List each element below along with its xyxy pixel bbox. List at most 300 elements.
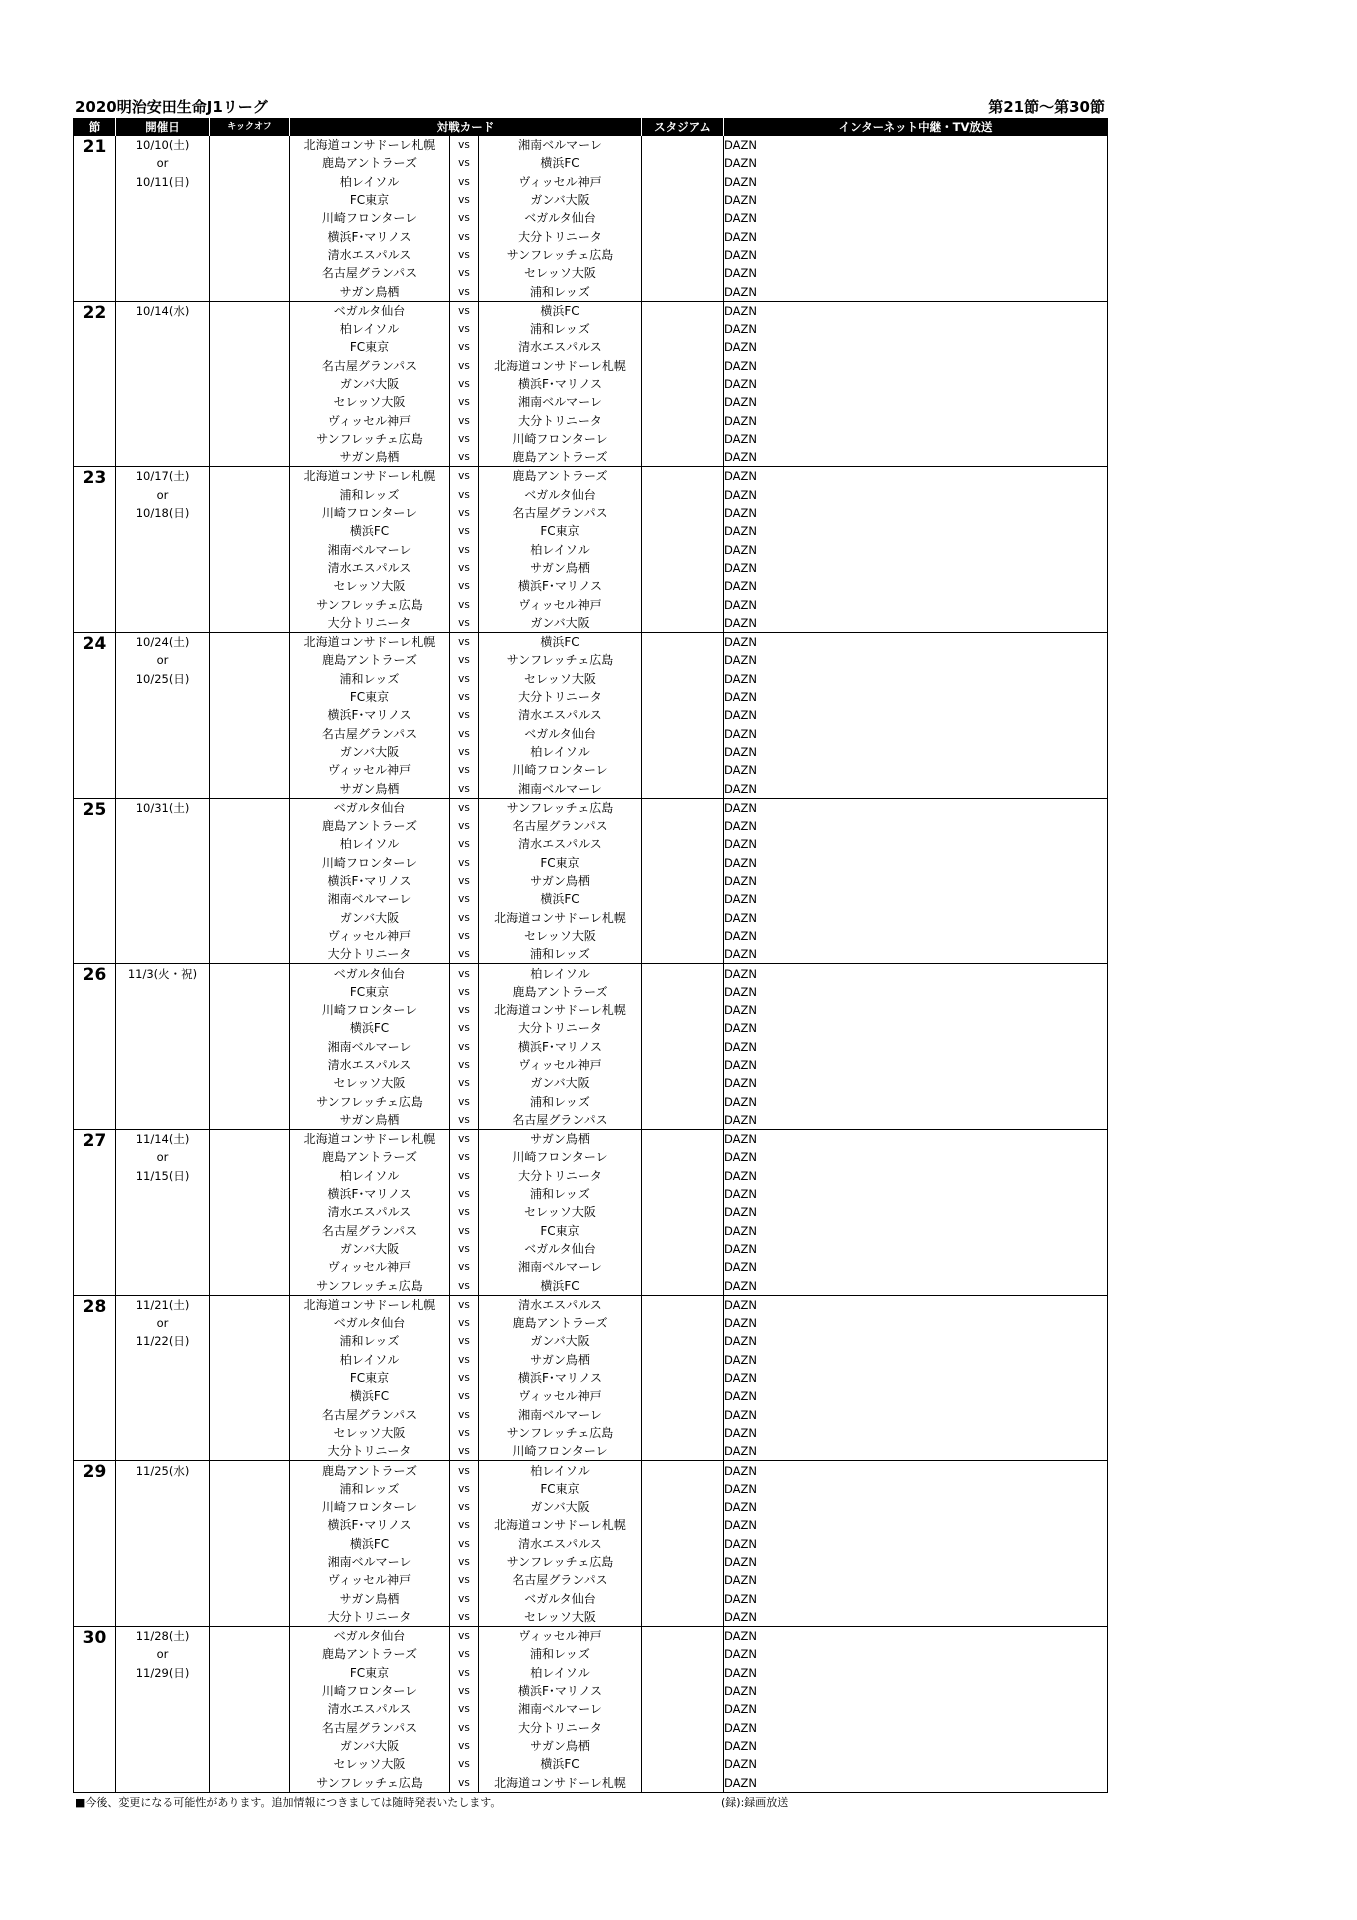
stadium	[642, 1130, 724, 1149]
stadium	[642, 246, 724, 264]
kickoff-time	[210, 1442, 290, 1461]
match-date	[116, 1498, 210, 1516]
page-title: 2020明治安田生命J1リーグ	[75, 98, 268, 116]
vs-label: vs	[450, 1258, 479, 1276]
stadium	[642, 191, 724, 209]
match-date: 11/15(日)	[116, 1167, 210, 1185]
broadcast: DAZN	[724, 156, 758, 171]
broadcast: DAZN	[724, 1461, 1108, 1480]
kickoff-time	[210, 725, 290, 743]
match-date	[116, 191, 210, 209]
broadcast: DAZN	[724, 1003, 758, 1018]
match-date	[116, 706, 210, 724]
home-team: FC東京	[290, 983, 450, 1001]
home-team: FC東京	[290, 688, 450, 706]
broadcast: DAZN	[724, 1647, 758, 1662]
kickoff-time	[210, 761, 290, 779]
match-date: 11/21(土)	[116, 1295, 210, 1314]
match-date	[116, 1056, 210, 1074]
vs-label: vs	[450, 1480, 479, 1498]
match-row	[74, 595, 1108, 613]
stadium	[642, 282, 724, 301]
stadium	[642, 338, 724, 356]
away-team: FC東京	[479, 522, 642, 540]
match-date	[116, 872, 210, 890]
match-date	[116, 1571, 210, 1589]
vs-label: vs	[450, 375, 479, 393]
match-date	[116, 1001, 210, 1019]
broadcast: DAZN	[724, 1720, 758, 1735]
home-team: ガンバ大阪	[290, 743, 450, 761]
home-team: 湘南ベルマーレ	[290, 541, 450, 559]
broadcast: DAZN	[724, 136, 1108, 155]
away-team: ガンバ大阪	[479, 1332, 642, 1350]
match-date	[116, 983, 210, 1001]
stadium	[642, 1314, 724, 1332]
broadcast: DAZN	[724, 928, 758, 943]
home-team: 名古屋グランパス	[290, 264, 450, 282]
away-team: 大分トリニータ	[479, 688, 642, 706]
vs-label: vs	[450, 1645, 479, 1663]
broadcast: DAZN	[724, 1591, 758, 1606]
stadium	[642, 1111, 724, 1130]
home-team: 名古屋グランパス	[290, 725, 450, 743]
away-team: サガン鳥栖	[479, 1130, 642, 1149]
stadium	[642, 1664, 724, 1682]
home-team: 名古屋グランパス	[290, 1719, 450, 1737]
match-date	[116, 1038, 210, 1056]
broadcast: DAZN	[724, 1260, 758, 1275]
home-team: サンフレッチェ広島	[290, 430, 450, 448]
home-team: 大分トリニータ	[290, 945, 450, 964]
home-team: ベガルタ仙台	[290, 964, 450, 983]
match-date: or	[116, 1314, 210, 1332]
vs-label: vs	[450, 411, 479, 429]
vs-label: vs	[450, 798, 479, 817]
round-number: 22	[74, 301, 116, 467]
home-team: 柏レイソル	[290, 1351, 450, 1369]
kickoff-time	[210, 1240, 290, 1258]
kickoff-time	[210, 1664, 290, 1682]
broadcast: DAZN	[724, 763, 758, 778]
vs-label: vs	[450, 1553, 479, 1571]
away-team: 横浜FC	[479, 301, 642, 320]
match-date	[116, 375, 210, 393]
vs-label: vs	[450, 1369, 479, 1387]
away-team: 鹿島アントラーズ	[479, 983, 642, 1001]
away-team: 湘南ベルマーレ	[479, 1700, 642, 1718]
away-team: 川崎フロンターレ	[479, 1442, 642, 1461]
vs-label: vs	[450, 651, 479, 669]
kickoff-time	[210, 1645, 290, 1663]
home-team: 清水エスパルス	[290, 246, 450, 264]
away-team: 横浜FC	[479, 1755, 642, 1773]
match-date	[116, 522, 210, 540]
vs-label: vs	[450, 209, 479, 227]
match-date	[116, 761, 210, 779]
match-date	[116, 1442, 210, 1461]
kickoff-time	[210, 430, 290, 448]
home-team: 北海道コンサドーレ札幌	[290, 136, 450, 155]
home-team: 横浜F･マリノス	[290, 706, 450, 724]
away-team: 鹿島アントラーズ	[479, 1314, 642, 1332]
stadium	[642, 1387, 724, 1405]
stadium	[642, 1571, 724, 1589]
match-date	[116, 448, 210, 467]
broadcast: DAZN	[724, 358, 758, 373]
match-date: 10/24(土)	[116, 633, 210, 652]
match-row	[74, 282, 1108, 301]
kickoff-time	[210, 614, 290, 633]
away-team: 浦和レッズ	[479, 1185, 642, 1203]
stadium	[642, 209, 724, 227]
home-team: 柏レイソル	[290, 1167, 450, 1185]
broadcast: DAZN	[724, 597, 758, 612]
home-team: サガン鳥栖	[290, 779, 450, 798]
away-team: 川崎フロンターレ	[479, 1148, 642, 1166]
stadium	[642, 448, 724, 467]
home-team: 清水エスパルス	[290, 559, 450, 577]
match-date	[116, 1589, 210, 1607]
kickoff-time	[210, 486, 290, 504]
vs-label: vs	[450, 246, 479, 264]
match-row	[74, 467, 1108, 486]
match-date	[116, 945, 210, 964]
away-team: サンフレッチェ広島	[479, 1424, 642, 1442]
away-team: ベガルタ仙台	[479, 1240, 642, 1258]
stadium	[642, 1240, 724, 1258]
match-row	[74, 1019, 1108, 1037]
home-team: 湘南ベルマーレ	[290, 1038, 450, 1056]
stadium	[642, 1332, 724, 1350]
kickoff-time	[210, 1700, 290, 1718]
home-team: 横浜F･マリノス	[290, 1185, 450, 1203]
stadium	[642, 173, 724, 191]
broadcast: DAZN	[724, 726, 758, 741]
vs-label: vs	[450, 430, 479, 448]
vs-label: vs	[450, 1295, 479, 1314]
stadium	[642, 1682, 724, 1700]
broadcast: DAZN	[724, 1481, 758, 1496]
round-number: 30	[74, 1627, 116, 1793]
broadcast: DAZN	[724, 1205, 758, 1220]
away-team: サガン鳥栖	[479, 1351, 642, 1369]
stadium	[642, 467, 724, 486]
kickoff-time	[210, 1111, 290, 1130]
match-date	[116, 209, 210, 227]
match-row	[74, 945, 1108, 964]
stadium	[642, 1074, 724, 1092]
stadium	[642, 854, 724, 872]
broadcast: DAZN	[724, 1609, 758, 1624]
match-row	[74, 1387, 1108, 1405]
match-row	[74, 1553, 1108, 1571]
stadium	[642, 964, 724, 983]
broadcast: DAZN	[724, 1021, 758, 1036]
away-team: 清水エスパルス	[479, 835, 642, 853]
stadium	[642, 1589, 724, 1607]
away-team: ヴィッセル神戸	[479, 173, 642, 191]
match-date: or	[116, 1645, 210, 1663]
stadium	[642, 779, 724, 798]
away-team: ガンバ大阪	[479, 191, 642, 209]
match-row	[74, 1369, 1108, 1387]
broadcast: DAZN	[724, 450, 758, 465]
stadium	[642, 154, 724, 172]
broadcast: DAZN	[724, 1518, 758, 1533]
vs-label: vs	[450, 504, 479, 522]
stadium	[642, 1167, 724, 1185]
match-row	[74, 779, 1108, 798]
away-team: 横浜F･マリノス	[479, 577, 642, 595]
broadcast: DAZN	[724, 431, 758, 446]
away-team: 浦和レッズ	[479, 1092, 642, 1110]
match-row	[74, 835, 1108, 853]
stadium	[642, 983, 724, 1001]
vs-label: vs	[450, 761, 479, 779]
stadium	[642, 1056, 724, 1074]
stadium	[642, 486, 724, 504]
match-row	[74, 209, 1108, 227]
kickoff-time	[210, 338, 290, 356]
home-team: セレッソ大阪	[290, 1424, 450, 1442]
kickoff-time	[210, 1461, 290, 1480]
stadium	[642, 1295, 724, 1314]
vs-label: vs	[450, 670, 479, 688]
vs-label: vs	[450, 725, 479, 743]
match-date	[116, 1111, 210, 1130]
broadcast: DAZN	[724, 819, 758, 834]
broadcast: DAZN	[724, 322, 758, 337]
stadium	[642, 136, 724, 155]
vs-label: vs	[450, 1056, 479, 1074]
vs-label: vs	[450, 1424, 479, 1442]
vs-label: vs	[450, 1608, 479, 1627]
away-team: 北海道コンサドーレ札幌	[479, 357, 642, 375]
stadium	[642, 1148, 724, 1166]
broadcast: DAZN	[724, 1371, 758, 1386]
away-team: 湘南ベルマーレ	[479, 1258, 642, 1276]
kickoff-time	[210, 448, 290, 467]
away-team: セレッソ大阪	[479, 1608, 642, 1627]
home-team: ベガルタ仙台	[290, 798, 450, 817]
vs-label: vs	[450, 448, 479, 467]
stadium	[642, 1480, 724, 1498]
vs-label: vs	[450, 1571, 479, 1589]
home-team: 川崎フロンターレ	[290, 854, 450, 872]
match-date	[116, 357, 210, 375]
vs-label: vs	[450, 559, 479, 577]
away-team: 大分トリニータ	[479, 1719, 642, 1737]
stadium	[642, 633, 724, 652]
broadcast: DAZN	[724, 781, 758, 796]
away-team: 浦和レッズ	[479, 945, 642, 964]
away-team: 湘南ベルマーレ	[479, 1405, 642, 1423]
away-team: 柏レイソル	[479, 541, 642, 559]
kickoff-time	[210, 577, 290, 595]
home-team: ヴィッセル神戸	[290, 1571, 450, 1589]
match-row	[74, 1461, 1108, 1480]
match-date	[116, 1276, 210, 1295]
broadcast: DAZN	[724, 671, 758, 686]
broadcast: DAZN	[724, 1241, 758, 1256]
away-team: ベガルタ仙台	[479, 486, 642, 504]
stadium	[642, 1773, 724, 1792]
away-team: 鹿島アントラーズ	[479, 467, 642, 486]
vs-label: vs	[450, 1240, 479, 1258]
vs-label: vs	[450, 338, 479, 356]
home-team: 清水エスパルス	[290, 1203, 450, 1221]
away-team: 柏レイソル	[479, 964, 642, 983]
kickoff-time	[210, 633, 290, 652]
broadcast: DAZN	[724, 1223, 758, 1238]
schedule-sheet	[73, 96, 1107, 1814]
match-row	[74, 964, 1108, 983]
match-date	[116, 1480, 210, 1498]
kickoff-time	[210, 357, 290, 375]
vs-label: vs	[450, 706, 479, 724]
vs-label: vs	[450, 1111, 479, 1130]
vs-label: vs	[450, 1719, 479, 1737]
kickoff-time	[210, 1737, 290, 1755]
home-team: 横浜FC	[290, 1535, 450, 1553]
stadium	[642, 890, 724, 908]
round-number: 26	[74, 964, 116, 1130]
kickoff-time	[210, 1608, 290, 1627]
match-row	[74, 1276, 1108, 1295]
match-row	[74, 1314, 1108, 1332]
match-date: 10/31(土)	[116, 798, 210, 817]
vs-label: vs	[450, 301, 479, 320]
match-date	[116, 1369, 210, 1387]
match-row	[74, 1589, 1108, 1607]
match-row	[74, 1516, 1108, 1534]
vs-label: vs	[450, 633, 479, 652]
away-team: セレッソ大阪	[479, 670, 642, 688]
kickoff-time	[210, 872, 290, 890]
broadcast: DAZN	[724, 1150, 758, 1165]
match-date	[116, 1516, 210, 1534]
match-row	[74, 541, 1108, 559]
away-team: 柏レイソル	[479, 743, 642, 761]
match-row	[74, 1773, 1108, 1792]
home-team: 清水エスパルス	[290, 1056, 450, 1074]
away-team: セレッソ大阪	[479, 264, 642, 282]
kickoff-time	[210, 282, 290, 301]
match-date	[116, 1351, 210, 1369]
match-row	[74, 1203, 1108, 1221]
home-team: 鹿島アントラーズ	[290, 1461, 450, 1480]
home-team: 名古屋グランパス	[290, 1405, 450, 1423]
vs-label: vs	[450, 1535, 479, 1553]
vs-label: vs	[450, 1387, 479, 1405]
home-team: 柏レイソル	[290, 835, 450, 853]
home-team: 横浜FC	[290, 1387, 450, 1405]
home-team: 鹿島アントラーズ	[290, 651, 450, 669]
match-date	[116, 393, 210, 411]
stadium	[642, 1258, 724, 1276]
match-row	[74, 798, 1108, 817]
broadcast: DAZN	[724, 984, 758, 999]
match-row	[74, 1167, 1108, 1185]
match-date	[116, 835, 210, 853]
kickoff-time	[210, 1773, 290, 1792]
match-row	[74, 1332, 1108, 1350]
stadium	[642, 1719, 724, 1737]
stadium	[642, 1405, 724, 1423]
away-team: 名古屋グランパス	[479, 817, 642, 835]
match-row	[74, 1092, 1108, 1110]
broadcast: DAZN	[724, 708, 758, 723]
kickoff-time	[210, 1258, 290, 1276]
match-row	[74, 761, 1108, 779]
vs-label: vs	[450, 541, 479, 559]
match-date	[116, 1424, 210, 1442]
vs-label: vs	[450, 854, 479, 872]
match-row	[74, 1351, 1108, 1369]
vs-label: vs	[450, 835, 479, 853]
match-date	[116, 1553, 210, 1571]
match-date	[116, 246, 210, 264]
stadium	[642, 375, 724, 393]
broadcast: DAZN	[724, 798, 1108, 817]
home-team: FC東京	[290, 1664, 450, 1682]
home-team: ガンバ大阪	[290, 1240, 450, 1258]
match-row	[74, 872, 1108, 890]
vs-label: vs	[450, 1351, 479, 1369]
broadcast: DAZN	[724, 413, 758, 428]
home-team: サンフレッチェ広島	[290, 1276, 450, 1295]
broadcast: DAZN	[724, 247, 758, 262]
stadium	[642, 577, 724, 595]
match-date	[116, 743, 210, 761]
match-date: or	[116, 486, 210, 504]
match-date: or	[116, 1148, 210, 1166]
kickoff-time	[210, 1314, 290, 1332]
broadcast: DAZN	[724, 1278, 758, 1293]
vs-label: vs	[450, 1148, 479, 1166]
vs-label: vs	[450, 1001, 479, 1019]
match-date	[116, 927, 210, 945]
vs-label: vs	[450, 282, 479, 301]
match-date	[116, 817, 210, 835]
home-team: ガンバ大阪	[290, 908, 450, 926]
away-team: ベガルタ仙台	[479, 1589, 642, 1607]
stadium	[642, 1001, 724, 1019]
kickoff-time	[210, 1203, 290, 1221]
vs-label: vs	[450, 154, 479, 172]
kickoff-time	[210, 964, 290, 983]
kickoff-time	[210, 154, 290, 172]
stadium	[642, 1442, 724, 1461]
away-team: 川崎フロンターレ	[479, 761, 642, 779]
kickoff-time	[210, 890, 290, 908]
broadcast: DAZN	[724, 1057, 758, 1072]
broadcast: DAZN	[724, 1076, 758, 1091]
match-date	[116, 282, 210, 301]
footer-legend: (録):録画放送	[721, 1795, 789, 1809]
stadium	[642, 541, 724, 559]
broadcast: DAZN	[724, 947, 758, 962]
away-team: 清水エスパルス	[479, 1535, 642, 1553]
match-date	[116, 1185, 210, 1203]
match-date	[116, 1074, 210, 1092]
match-date	[116, 1222, 210, 1240]
match-row	[74, 1258, 1108, 1276]
match-date: 11/28(土)	[116, 1627, 210, 1646]
stadium	[642, 595, 724, 613]
kickoff-time	[210, 541, 290, 559]
